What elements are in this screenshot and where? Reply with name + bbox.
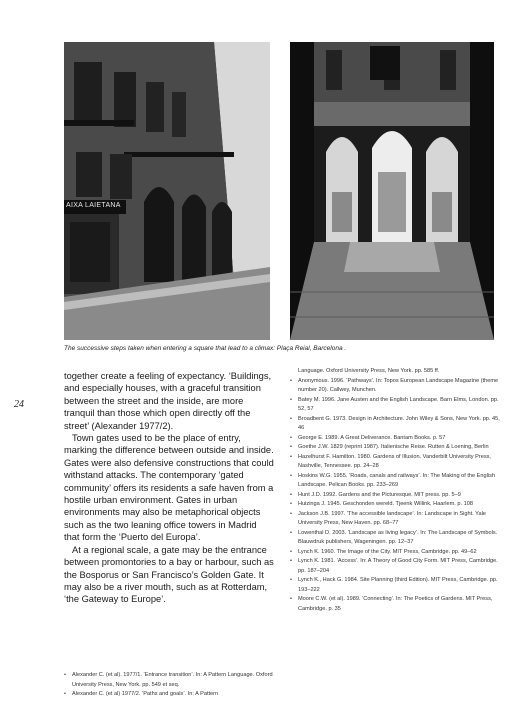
- reference-item: • Hoskins W.G. 1955. ‘Roads, canals and railways’. In: The Making of the English Landscape. Pelican Books. pp. 233–269: [290, 472, 496, 488]
- reference-item: • Alexander C. (et al) 1977/2. ‘Paths and goals’. In: A Pattern: [64, 691, 219, 697]
- figure-caption: The successive steps taken when entering a square that lead to a climax: Plaça Reial, Barcelona .: [64, 345, 347, 352]
- reference-item: • Lynch K. 1981. ‘Access’. In: A Theory of Good City Form. MIT Press, Cambridge. pp. 187–204: [290, 558, 498, 574]
- reference-item: • Anonymous. 1996. ‘Pathways’. In: Topos European Landscape Magazine (theme number 20). Callwey, Munchen.: [290, 377, 499, 393]
- reference-item: • George E. 1989. A Great Deliverance. Bantam Books. p. 57: [290, 434, 446, 441]
- reference-list-right: [290, 367, 502, 614]
- square-photo: [290, 42, 494, 340]
- body-paragraph: together create a feeling of expectancy. ‘Buildings, and especially houses, with a graceful transition between the street and the inside, are more tranquil than those which open directly off the street’ (Alexander 1977/2).: [64, 371, 272, 431]
- reference-item: • Hazelhurst F. Hamilton. 1980. Gardens of Illusion. Vanderbilt University Press, Nashville, Tennessee. pp. 24–28: [290, 453, 491, 469]
- reference-item: • Moore C.W. (et al). 1989. ‘Connecting’. In: The Poetics of Gardens. MIT Press, Cambridge. p. 35: [290, 596, 493, 612]
- body-paragraph: At a regional scale, a gate may be the entrance between promontories to a bay or harbour, such as the Bosporus or San Francisco’s Golden Gate. It may also be a river mouth, such as at Rotterdam, ‘the Gateway to Europe’.: [64, 544, 274, 605]
- reference-item: • Jackson J.B. 1997. ‘The accessible landscape’. In: Landscape in Sight. Yale University Press, New Haven. pp. 68–77: [290, 510, 486, 526]
- street-photo-drawing: [64, 42, 270, 340]
- reference-item: • Lynch K. 1960. The Image of the City. MIT Press, Cambridge. pp. 49–62: [290, 548, 477, 555]
- reference-item: • Huizinga J. 1945. Geschonden wereld. Tjeenk Willink, Haarlem. p. 108: [290, 501, 473, 507]
- reference-list-left: [64, 671, 276, 700]
- body-paragraph: Town gates used to be the place of entry, marking the difference between outside and inside. Gates were also defensive constructions that could withstand attacks. The contemporary ‘gated community’ offers its residents a safe haven from a hostile urban environment. Gates in urban environments may also be metaphorical objects such as the two leaning office towers in Madrid that form the ‘Puerto del Europa’.: [64, 433, 274, 543]
- reference-continuation: Language. Oxford University Press, New York. pp. 585 ff.: [298, 368, 440, 374]
- reference-item: • Alexander C. (et al). 1977/1. ‘Entrance transition’. In: A Pattern Language. Oxford University Press, New York. pp. 549 et seq.: [64, 672, 273, 688]
- reference-item: • Lynch K., Hack G. 1984. Site Planning (third Edition). MIT Press, Cambridge. pp. 193–222: [290, 577, 498, 593]
- body-text: [64, 370, 274, 606]
- reference-item: • Lowenthal D. 2003. ‘Landscape as living legacy’. In: The Landscape of Symbols. Blauwdruk publishers, Wageningen. pp. 12–37: [290, 529, 498, 545]
- square-photo-drawing: [290, 42, 494, 340]
- reference-item: • Goethe J.W. 1829 (reprint 1987). Italienische Reise. Rutten & Loening, Berlin: [290, 444, 489, 450]
- shop-sign-text: AIXA LAIETANA: [66, 202, 121, 209]
- street-photo: [64, 42, 270, 340]
- reference-item: • Batey M. 1996. Jane Austen and the English Landscape. Barn Elms, London. pp. 52, 57: [290, 396, 499, 412]
- reference-item: • Broadbent G. 1973. Design in Architecture. John Wiley & Sons, New York. pp. 45, 46: [290, 415, 500, 431]
- reference-item: • Hunt J.D. 1992. Gardens and the Picturesque. MIT press. pp. 5–9: [290, 491, 461, 498]
- page-number: 24: [14, 399, 24, 410]
